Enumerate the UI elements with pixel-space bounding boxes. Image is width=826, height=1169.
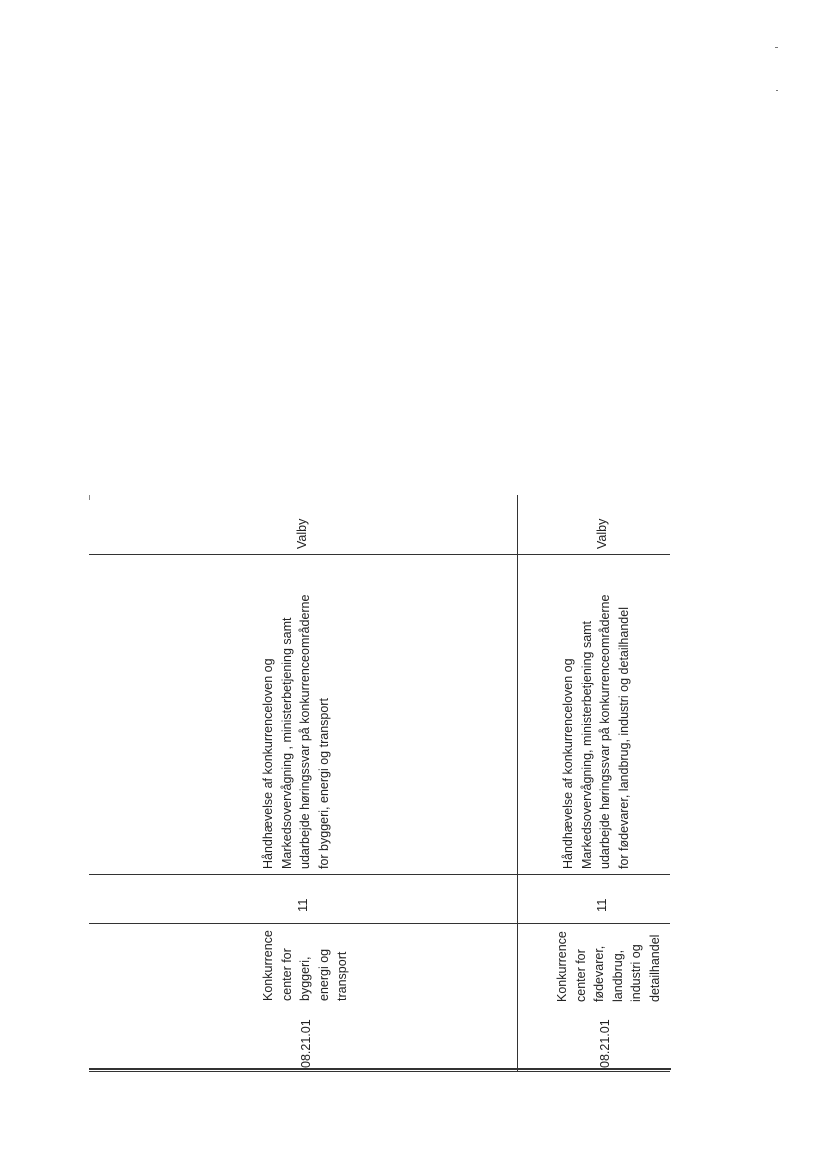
cell-code: 08.21.01 bbox=[598, 1019, 612, 1068]
cell-count: 11 bbox=[594, 898, 609, 912]
cell-description: Håndhævelse af konkurrenceloven og Markedsovervågning, ministerbetjening samt udarbejde høringssvar på konkurrenceområderne for fødevarer, landbrug, industri og detailhandel bbox=[561, 594, 631, 869]
cell-description: Håndhævelse af konkurrenceloven og Markedsovervågning , ministerbetjening samt udarbejde høringssvar på konkurrenceområderne for byggeri, energi og transport bbox=[261, 594, 331, 869]
rotated-table-area bbox=[89, 495, 662, 1072]
cell-code: 08.21.01 bbox=[299, 1019, 313, 1068]
table-bottom-border bbox=[89, 1068, 671, 1070]
table-edge-tick bbox=[89, 495, 90, 500]
scan-speck bbox=[776, 90, 778, 91]
scan-speck bbox=[775, 47, 778, 48]
table-row bbox=[89, 495, 518, 1072]
cell-count: 11 bbox=[295, 898, 310, 912]
table-row bbox=[517, 495, 670, 1072]
cell-location: Valby bbox=[595, 518, 609, 549]
positions-table bbox=[89, 495, 672, 1072]
cell-center: Konkurrence center for fødevarer, landbrug, industri og detailhandel bbox=[555, 931, 662, 1002]
cell-location: Valby bbox=[295, 518, 309, 549]
cell-center: Konkurrence center for byggeri, energi og transport bbox=[261, 930, 349, 1001]
